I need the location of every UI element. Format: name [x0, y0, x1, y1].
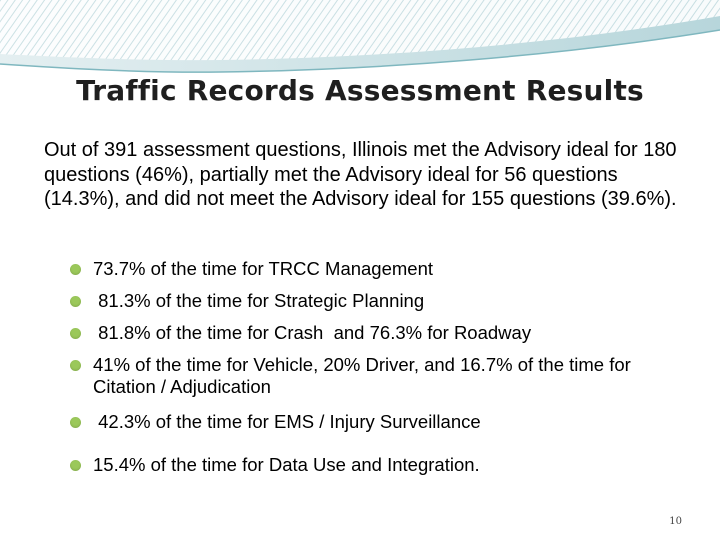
- bullet-dot-icon: [70, 328, 81, 339]
- bullet-text: 41% of the time for Vehicle, 20% Driver, and 16.7% of the time for Citation / Adjudication: [93, 354, 631, 397]
- bullet-dot-icon: [70, 296, 81, 307]
- bullet-text: 81.8% of the time for Crash and 76.3% for Roadway: [93, 322, 532, 343]
- bullet-dot-icon: [70, 417, 81, 428]
- page-number: 10: [669, 516, 682, 527]
- bullet-dot-icon: [70, 460, 81, 471]
- header-decoration: [0, 0, 720, 130]
- bullet-text: 81.3% of the time for Strategic Planning: [93, 290, 425, 311]
- header-wave-hatch: [0, 0, 720, 60]
- bullet-text: 42.3% of the time for EMS / Injury Surveillance: [93, 411, 481, 432]
- slide-title: Traffic Records Assessment Results: [76, 74, 644, 107]
- lead-paragraph: Out of 391 assessment questions, Illinois met the Advisory ideal for 180 questions (46%), partially met the Advisory ideal for 56 questions (14.3%), and did not meet the Advisory ideal for 155 questions (39.6%).: [44, 139, 677, 210]
- bullet-dot-icon: [70, 264, 81, 275]
- bullet-text: 73.7% of the time for TRCC Management: [93, 258, 434, 279]
- bullet-dot-icon: [70, 360, 81, 371]
- bullet-text: 15.4% of the time for Data Use and Integration.: [93, 454, 480, 475]
